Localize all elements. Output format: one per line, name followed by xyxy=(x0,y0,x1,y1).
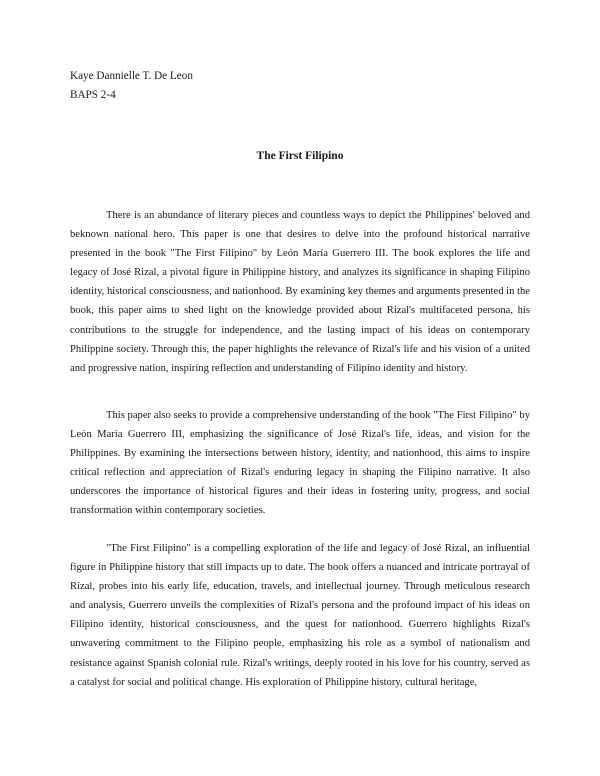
author-header xyxy=(70,67,193,105)
paragraph-purpose: This paper also seeks to provide a comprehensive understanding of the book "The First Filipino" by León María Guerrero III, emphasizing the significance of José Rizal's life, ideas, and vision for the Philippines. By examining the intersections between history, identity, and nationhood, this aims to inspire critical reflection and appreciation of Rizal's enduring legacy in shaping the Filipino narrative. It also underscores the importance of historical figures and their ideas in fostering unity, progress, and social transformation within contemporary societies. xyxy=(70,410,530,517)
paragraph-book-overview: "The First Filipino" is a compelling exploration of the life and legacy of José Rizal, an influential figure in Philippine history that still impacts up to date. The book offers a nuanced and intricate portrayal of Rizal, probes into his early life, education, travels, and intellectual journey. Through meticulous research and analysis, Guerrero unveils the complexities of Rizal's persona and the profound impact of his ideas on Filipino identity, historical consciousness, and the quest for nationhood. Guerrero highlights Rizal's unwavering commitment to the Filipino people, emphasizing his role as a symbol of nationalism and resistance against Spanish colonial rule. Rizal's writings, deeply rooted in his love for his country, served as a catalyst for social and political change. His exploration of Philippine history, cultural heritage, xyxy=(70,543,530,688)
paragraph-introduction: There is an abundance of literary pieces and countless ways to depict the Philippines' beloved and beknown national hero. This paper is one that desires to delve into the profound historical narrative presented in the book "The First Filipino" by León María Guerrero III. The book explores the life and legacy of José Rizal, a pivotal figure in Philippine history, and analyzes its significance in shaping Filipino identity, historical consciousness, and nationhood. By examining key themes and arguments presented in the book, this paper aims to shed light on the knowledge provided about Rizal's multifaceted persona, his contributions to the struggle for independence, and the lasting impact of his ideas on contemporary Philippine society. Through this, the paper highlights the relevance of Rizal's life and his vision of a united and progressive nation, inspiring reflection and understanding of Filipino identity and history. xyxy=(70,210,530,374)
class-section: BAPS 2-4 xyxy=(70,89,116,101)
document-title: The First Filipino xyxy=(256,150,344,162)
author-name: Kaye Dannielle T. De Leon xyxy=(70,70,193,82)
